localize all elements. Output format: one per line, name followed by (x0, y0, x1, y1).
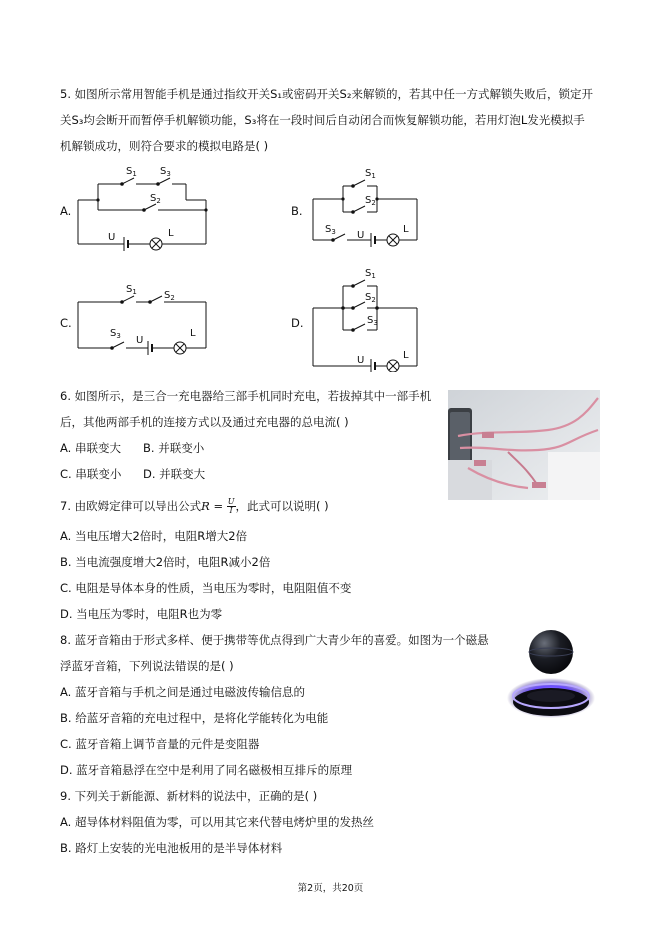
q9-stem: 9. 下列关于新能源、新材料的说法中，正确的是( ) (60, 789, 318, 803)
q7-formula-fraction (227, 498, 236, 515)
circuit-b-s1-label: $S_1$ (365, 168, 376, 180)
circuit-a-l-label: L (168, 228, 174, 239)
q8-stem-line1: 8. 蓝牙音箱由于形式多样、便于携带等优点得到广大青少年的喜爱。如图为一个磁悬 (60, 633, 489, 647)
q8-option-b: B. 给蓝牙音箱的充电过程中，是将化学能转化为电能 (60, 711, 329, 725)
levitating-speaker-photo (505, 622, 597, 732)
circuit-d-s3-label: $S_3$ (367, 315, 378, 327)
circuit-b-s3-label: $S_3$ (325, 224, 336, 236)
q7-option-a: A. 当电压增大2倍时，电阻R增大2倍 (60, 529, 248, 543)
circuit-d-s2-label: $S_2$ (365, 292, 376, 304)
q7-option-d: D. 当电压为零时，电阻R也为零 (60, 607, 223, 621)
circuit-b-diagram (305, 162, 425, 252)
circuit-c-s2-label: $S_2$ (164, 290, 175, 302)
q6-option-c: C. 串联变小 (60, 467, 122, 481)
circuit-d-s1-label: $S_1$ (365, 268, 376, 280)
q6-stem-line1: 6. 如图所示，是三合一充电器给三部手机同时充电，若拔掉其中一部手机 (60, 389, 432, 403)
circuit-c-u-label: U (136, 335, 144, 346)
q6-stem-line2: 后，其他两部手机的连接方式以及通过充电器的总电流( ) (60, 415, 349, 429)
circuit-b-l-label: L (403, 224, 409, 235)
q8-option-d: D. 蓝牙音箱悬浮在空中是利用了同名磁极相互排斥的原理 (60, 763, 353, 777)
circuit-c-diagram (70, 280, 220, 360)
circuit-c-l-label: L (190, 328, 196, 339)
circuit-a-s2-label: $S_2$ (150, 193, 161, 205)
q7-formula-numerator: U (227, 497, 235, 506)
circuit-d-l-label: L (403, 350, 409, 361)
circuit-c-s3-label: $S_3$ (110, 328, 121, 340)
q6-option-d: D. 并联变大 (143, 467, 206, 481)
q5-option-a-label: A. (60, 204, 72, 218)
q7-stem-suffix: ，此式可以说明( ) (235, 499, 329, 513)
circuit-d-u-label: U (357, 355, 365, 366)
q9-option-b: B. 路灯上安装的光电池板用的是半导体材料 (60, 841, 283, 855)
q8-stem-line2: 浮蓝牙音箱，下列说法错误的是( ) (60, 659, 234, 673)
q7-formula-lhs: R = (201, 499, 227, 513)
circuit-a-diagram (70, 162, 220, 252)
circuit-a-s1-label: $S_1$ (126, 166, 137, 178)
q7-formula-denominator: I (229, 506, 233, 515)
q5-stem-line3: 机解锁成功，则符合要求的模拟电路是( ) (60, 139, 269, 153)
q7-stem-prefix: 7. 由欧姆定律可以导出公式 (60, 499, 202, 513)
page-footer: 第2页，共20页 (297, 883, 364, 894)
q5-option-c-label: C. (60, 316, 72, 330)
q6-option-a: A. 串联变大 (60, 441, 121, 455)
q5-stem-line2: 关S₃均会断开而暂停手机解锁功能，S₃将在一段时间后自动闭合而恢复解锁功能，若用灯泡L发光模拟手 (60, 113, 585, 127)
q7-option-b: B. 当电流强度增大2倍时，电阻R减小2倍 (60, 555, 271, 569)
charger-cable-photo (448, 390, 600, 500)
q8-option-c: C. 蓝牙音箱上调节音量的元件是变阻器 (60, 737, 260, 751)
circuit-b-s2-label: $S_2$ (365, 195, 376, 207)
q6-option-b: B. 并联变小 (143, 441, 205, 455)
q7-option-c: C. 电阻是导体本身的性质，当电压为零时，电阻阻值不变 (60, 581, 352, 595)
circuit-a-s3-label: $S_3$ (160, 166, 171, 178)
circuit-b-u-label: U (357, 230, 365, 241)
circuit-c-s1-label: $S_1$ (126, 284, 137, 296)
q9-option-a: A. 超导体材料阻值为零，可以用其它来代替电烤炉里的发热丝 (60, 815, 374, 829)
q8-option-a: A. 蓝牙音箱与手机之间是通过电磁波传输信息的 (60, 685, 305, 699)
q5-option-b-label: B. (291, 204, 303, 218)
q7-stem (60, 496, 329, 516)
circuit-d-diagram (305, 262, 430, 372)
q5-stem-line1: 5. 如图所示常用智能手机是通过指纹开关S₁或密码开关S₂来解锁的，若其中任一方式解锁失败后，锁定开 (60, 87, 593, 101)
q5-option-d-label: D. (291, 316, 304, 330)
circuit-a-u-label: U (108, 232, 116, 243)
